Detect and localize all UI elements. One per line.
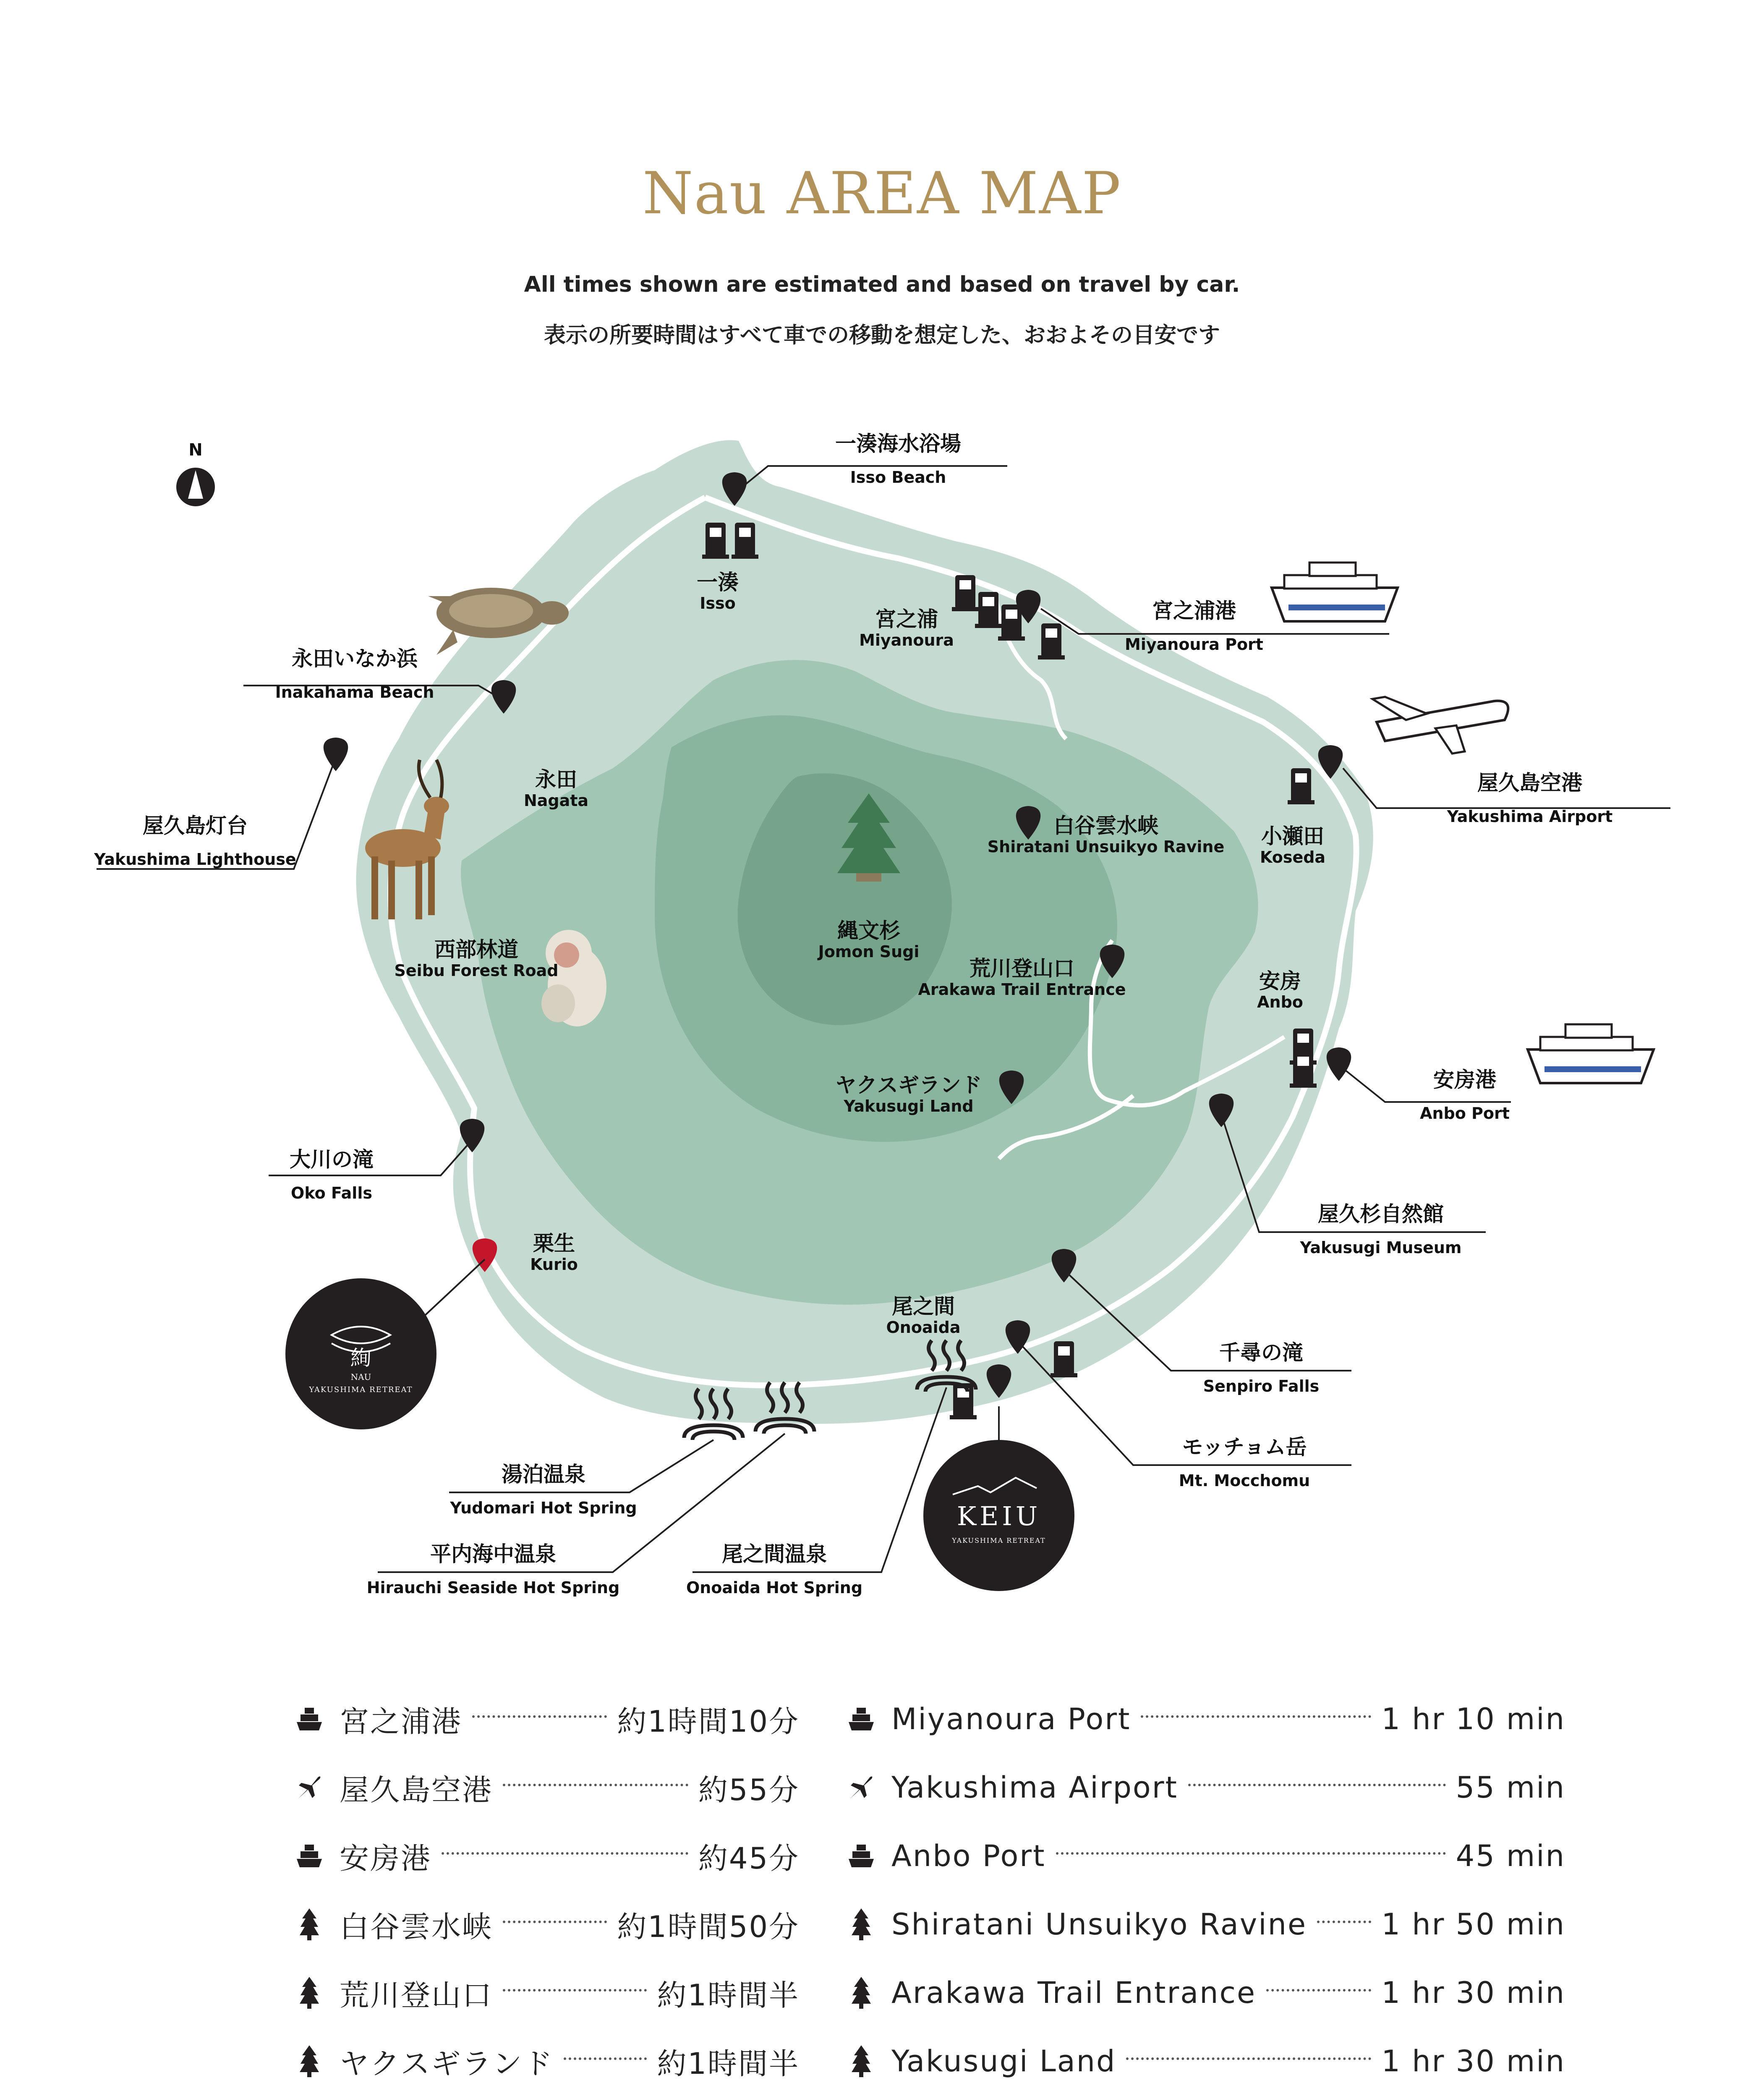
label-yakusugi-land: ヤクスギランド Yakusugi Land bbox=[835, 1073, 982, 1115]
label-museum: 屋久杉自然館 Yakusugi Museum bbox=[1300, 1202, 1462, 1257]
legend-en-row: Yakushima Airport 55 min bbox=[844, 1771, 1565, 1804]
tree-icon bbox=[844, 1976, 879, 2010]
label-airport: 屋久島空港 Yakushima Airport bbox=[1447, 771, 1613, 826]
label-onoaida-onsen: 尾之間温泉 Onoaida Hot Spring bbox=[686, 1542, 863, 1597]
label-miyanoura: 宮之浦 Miyanoura bbox=[859, 607, 954, 649]
airplane-icon bbox=[1372, 697, 1508, 754]
keiu-logo-name: KEIU bbox=[956, 1501, 1041, 1531]
label-oko-falls: 大川の滝 Oko Falls bbox=[290, 1147, 374, 1202]
nau-logo-name: NAU bbox=[350, 1372, 371, 1382]
label-miyanoura-port: 宮之浦港 Miyanoura Port bbox=[1125, 599, 1263, 654]
plane-icon bbox=[844, 1771, 879, 1804]
legend-en-row: Shiratani Unsuikyo Ravine 1 hr 50 min bbox=[844, 1908, 1565, 1941]
label-anbo-port: 安房港 Anbo Port bbox=[1420, 1068, 1510, 1123]
tree-icon bbox=[292, 1908, 327, 1941]
label-mocchomu: モッチョム岳 Mt. Mocchomu bbox=[1179, 1435, 1310, 1490]
legend-jp-row: 宮之浦港 約1時間10分 bbox=[292, 1702, 800, 1736]
label-senpiro: 千尋の滝 Senpiro Falls bbox=[1203, 1340, 1320, 1395]
ferry-icon-miyanoura bbox=[1272, 563, 1398, 621]
label-jomon-sugi: 縄文杉 Jomon Sugi bbox=[818, 919, 920, 961]
tree-icon bbox=[844, 2044, 879, 2078]
legend-en-row: Anbo Port 45 min bbox=[844, 1839, 1565, 1873]
legend-en-row: Arakawa Trail Entrance 1 hr 30 min bbox=[844, 1976, 1565, 2010]
label-kurio: 栗生 Kurio bbox=[530, 1231, 578, 1274]
nau-logo-sub: YAKUSHIMA RETREAT bbox=[309, 1385, 413, 1394]
label-nagata: 永田 Nagata bbox=[523, 767, 589, 810]
subtitle-en: All times shown are estimated and based on travel by car. bbox=[524, 272, 1240, 297]
label-arakawa: 荒川登山口 Arakawa Trail Entrance bbox=[918, 956, 1126, 999]
nau-logo-mark: 絢 bbox=[350, 1346, 371, 1370]
tree-icon bbox=[844, 1908, 879, 1941]
label-lighthouse: 屋久島灯台 Yakushima Lighthouse bbox=[94, 814, 296, 869]
label-inakahama: 永田いなか浜 Inakahama Beach bbox=[275, 646, 434, 701]
tree-icon bbox=[292, 2044, 327, 2078]
ship-icon bbox=[292, 1839, 327, 1873]
legend-jp-row: 荒川登山口 約1時間半 bbox=[292, 1976, 800, 2010]
page-title: Nau AREA MAP bbox=[642, 160, 1122, 227]
compass-icon bbox=[176, 468, 215, 506]
label-shiratani: 白谷雲水峡 Shiratani Unsuikyo Ravine bbox=[987, 814, 1225, 856]
ship-icon bbox=[844, 1702, 879, 1736]
tree-icon bbox=[292, 1976, 327, 2010]
label-seibu: 西部林道 Seibu Forest Road bbox=[394, 937, 559, 980]
keiu-logo-sub: YAKUSHIMA RETREAT bbox=[952, 1536, 1046, 1544]
label-yudomari: 湯泊温泉 Yudomari Hot Spring bbox=[450, 1462, 637, 1517]
ship-icon bbox=[292, 1702, 327, 1736]
plane-icon bbox=[292, 1771, 327, 1804]
legend-en-row: Yakusugi Land 1 hr 30 min bbox=[844, 2044, 1565, 2078]
legend-jp-row: 白谷雲水峡 約1時間50分 bbox=[292, 1908, 800, 1941]
ferry-icon-anbo bbox=[1528, 1024, 1654, 1083]
ship-icon bbox=[844, 1839, 879, 1873]
label-onoaida: 尾之間 Onoaida bbox=[886, 1294, 961, 1337]
label-hirauchi: 平内海中温泉 Hirauchi Seaside Hot Spring bbox=[366, 1542, 620, 1597]
subtitle-jp: 表示の所要時間はすべて車での移動を想定した、おおよその目安です bbox=[544, 323, 1220, 348]
label-isso-beach: 一湊海水浴場 Isso Beach bbox=[835, 432, 961, 487]
legend-en-row: Miyanoura Port 1 hr 10 min bbox=[844, 1702, 1565, 1736]
label-koseda: 小瀬田 Koseda bbox=[1260, 824, 1326, 866]
label-isso: 一湊 Isso bbox=[697, 570, 739, 612]
label-anbo: 安房 Anbo bbox=[1257, 969, 1303, 1011]
legend-jp-row: ヤクスギランド 約1時間半 bbox=[292, 2044, 800, 2078]
compass-label: N bbox=[188, 440, 203, 460]
legend-jp-row: 屋久島空港 約55分 bbox=[292, 1771, 800, 1804]
legend-jp-row: 安房港 約45分 bbox=[292, 1839, 800, 1873]
